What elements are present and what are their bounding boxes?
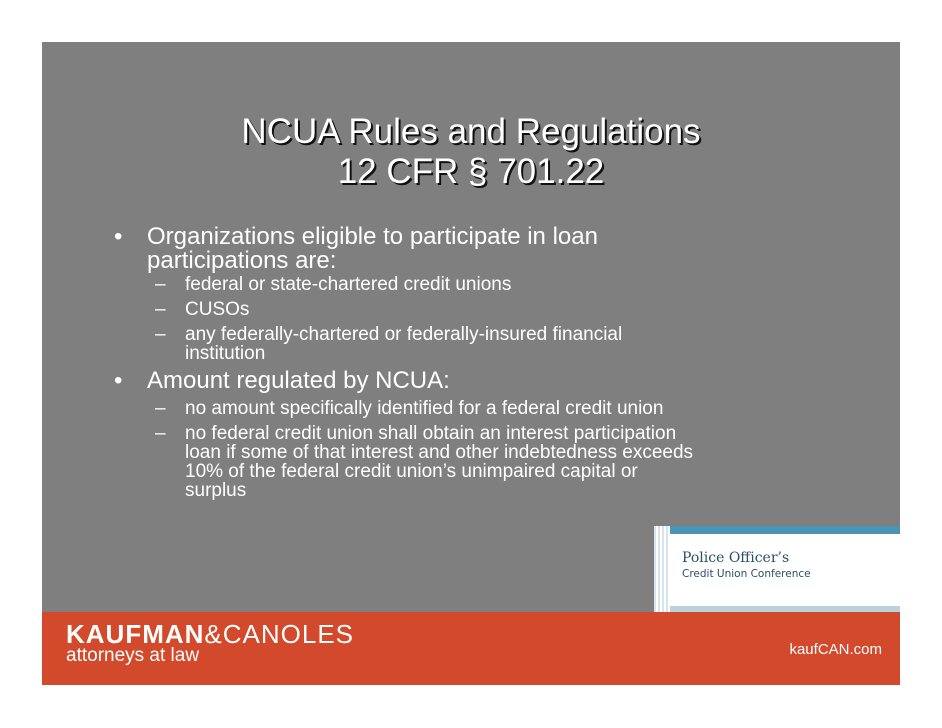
sub-bullet-text-line: federal or state-chartered credit unions <box>185 274 512 295</box>
sub-bullet-item <box>112 399 832 418</box>
sub-bullet-item <box>112 275 832 294</box>
sub-bullet-text-line: institution <box>185 343 266 364</box>
slide <box>42 42 900 685</box>
dash-marker: – <box>155 398 166 419</box>
sub-bullet-item <box>112 424 832 500</box>
dash-marker: – <box>155 274 166 295</box>
bullet-text-line: participations are: <box>147 247 337 274</box>
sub-bullet-text-line: no federal credit union shall obtain an interest participation <box>185 423 677 444</box>
title-line-1: NCUA Rules and Regulations <box>241 112 701 151</box>
bullet-text-line: Amount regulated by NCUA: <box>147 367 450 394</box>
website-link[interactable]: kaufCAN.com <box>789 641 882 658</box>
firm-name-part2: CANOLES <box>222 619 355 649</box>
firm-logo <box>66 620 354 648</box>
dash-marker: – <box>155 299 166 320</box>
bullet-text-line: Organizations eligible to participate in loan <box>147 223 598 250</box>
badge-subtitle: Credit Union Conference <box>682 568 811 580</box>
dash-marker: – <box>155 423 166 444</box>
sub-bullet-item <box>112 325 832 363</box>
dash-marker: – <box>155 324 166 345</box>
sub-bullet-text-line: surplus <box>185 480 247 501</box>
bullet-marker: • <box>114 223 123 250</box>
bullet-item <box>112 369 832 393</box>
sub-bullet-item <box>112 300 832 319</box>
badge-title: Police Officer’s <box>682 550 790 566</box>
badge-stripe <box>654 526 670 612</box>
sub-bullet-text-line: loan if some of that interest and other indebtedness exceeds <box>185 442 694 463</box>
sub-bullet-text-line: no amount specifically identified for a federal credit union <box>185 398 664 419</box>
slide-title <box>42 112 900 192</box>
firm-ampersand: & <box>204 619 223 649</box>
footer-bar <box>42 612 900 685</box>
bullet-list <box>112 225 832 506</box>
title-line-2: 12 CFR § 701.22 <box>337 152 605 191</box>
bullet-item <box>112 225 832 273</box>
bullet-marker: • <box>114 367 123 394</box>
badge-top-bar <box>670 526 900 534</box>
sub-bullet-text-line: 10% of the federal credit union’s unimpaired capital or <box>185 461 638 482</box>
sub-bullet-text-line: CUSOs <box>185 299 250 320</box>
conference-badge <box>654 526 900 612</box>
firm-name-part1: KAUFMAN <box>66 619 205 649</box>
firm-tagline: attorneys at law <box>66 645 200 666</box>
sub-bullet-text-line: any federally-chartered or federally-insured financial <box>185 324 623 345</box>
